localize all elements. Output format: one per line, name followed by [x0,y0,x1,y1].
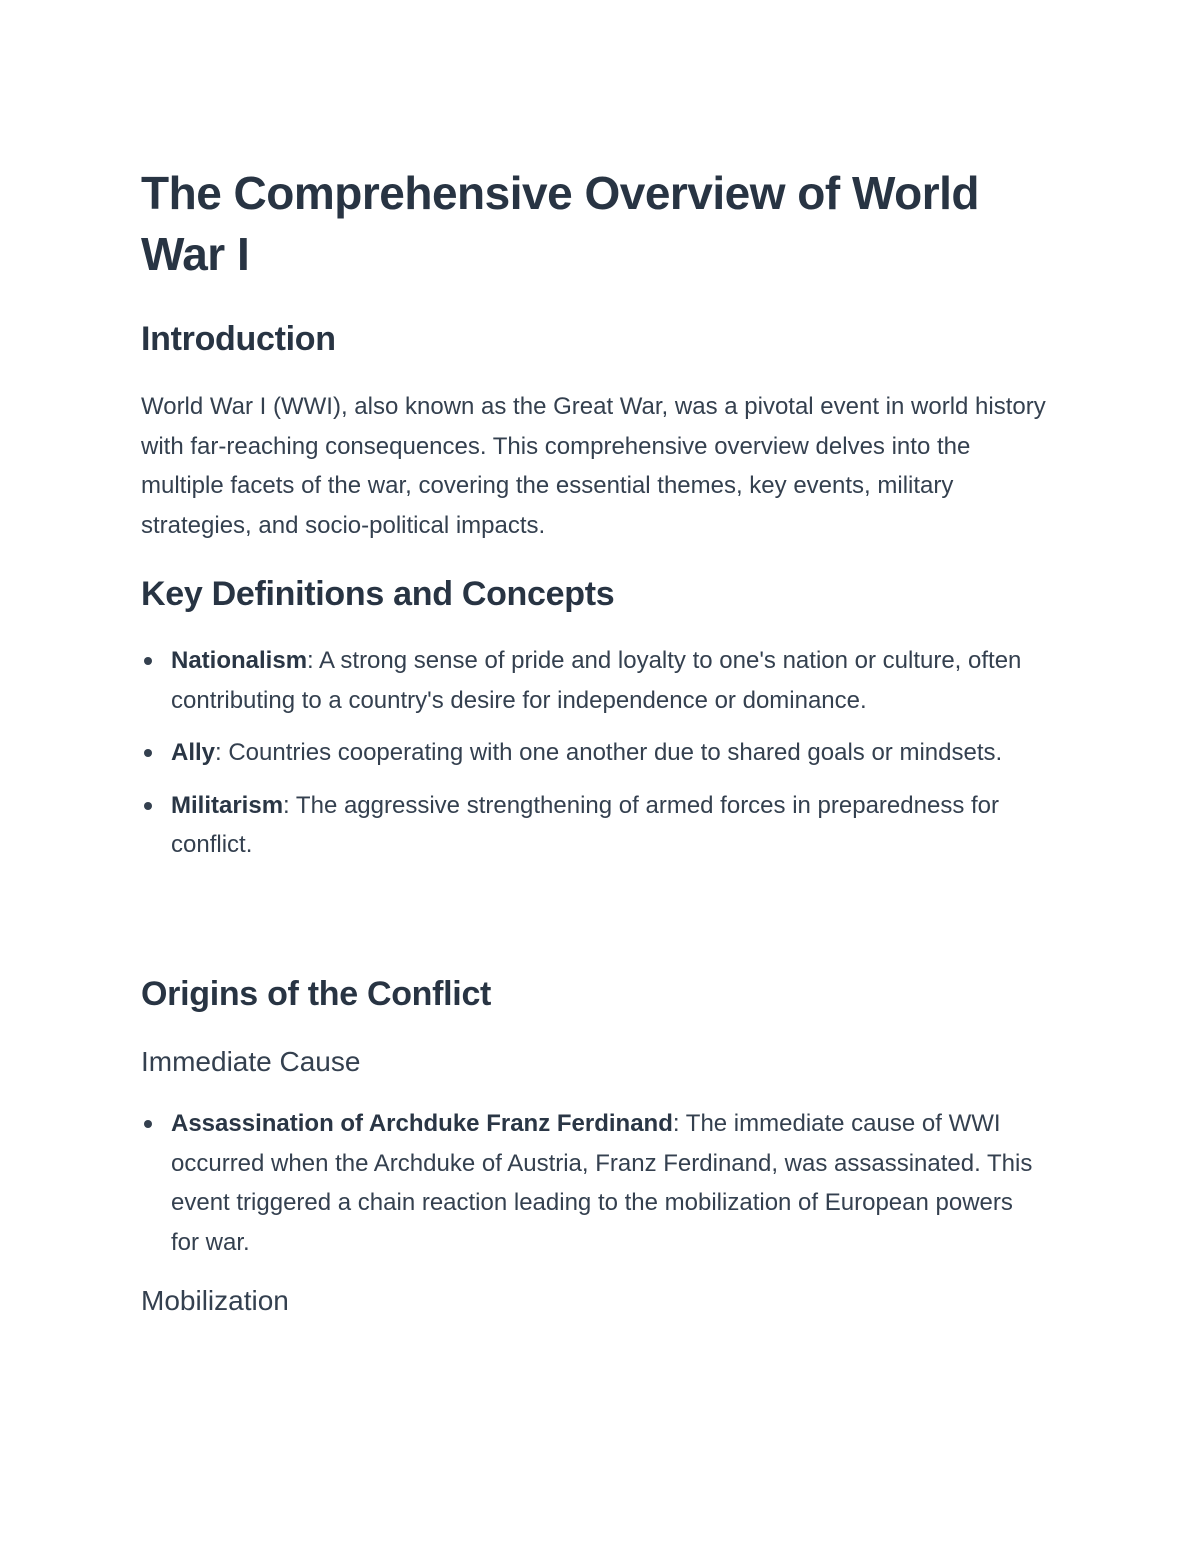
definition-text: : The aggressive strengthening of armed forces in preparedness for conflict. [171,791,999,858]
page-title: The Comprehensive Overview of World War I [141,167,979,280]
introduction-paragraph: World War I (WWI), also known as the Great War, was a pivotal event in world history with far-reaching consequences. This comprehensive overview delves into the multiple facets of the war, covering the essential themes, key events, military strategies, and socio-political impacts. [141,393,1046,539]
list-item [141,641,1046,720]
definition-term: Ally [171,739,216,766]
origins-heading: Origins of the Conflict [141,975,492,1013]
bullet-icon [144,1120,152,1128]
mobilization-heading: Mobilization [141,1285,289,1316]
list-item [141,733,1046,773]
immediate-cause-heading: Immediate Cause [141,1046,361,1077]
list-item [141,1104,1046,1262]
list-item [141,786,1046,865]
immediate-cause-list [141,1104,1046,1275]
bullet-icon [144,749,152,757]
bullet-icon [144,802,152,810]
introduction-heading: Introduction [141,320,336,358]
bullet-icon [144,657,152,665]
definition-term: Assassination of Archduke Franz Ferdinand [171,1110,673,1137]
definition-text: : Countries cooperating with one another due to shared goals or mindsets. [215,739,1003,766]
definition-term: Militarism [171,791,284,819]
key-definitions-heading: Key Definitions and Concepts [141,575,615,613]
definition-text: : The immediate cause of WWI occurred when the Archduke of Austria, Franz Ferdinand, was assassinated. This event triggered a chain reaction leading to the mobilization of European powers for war. [171,1110,1033,1256]
key-definitions-list [141,641,1046,878]
definition-term: Nationalism [171,647,308,674]
definition-text: : A strong sense of pride and loyalty to one's nation or culture, often contributing to a country's desire for independence or dominance. [171,647,1022,714]
